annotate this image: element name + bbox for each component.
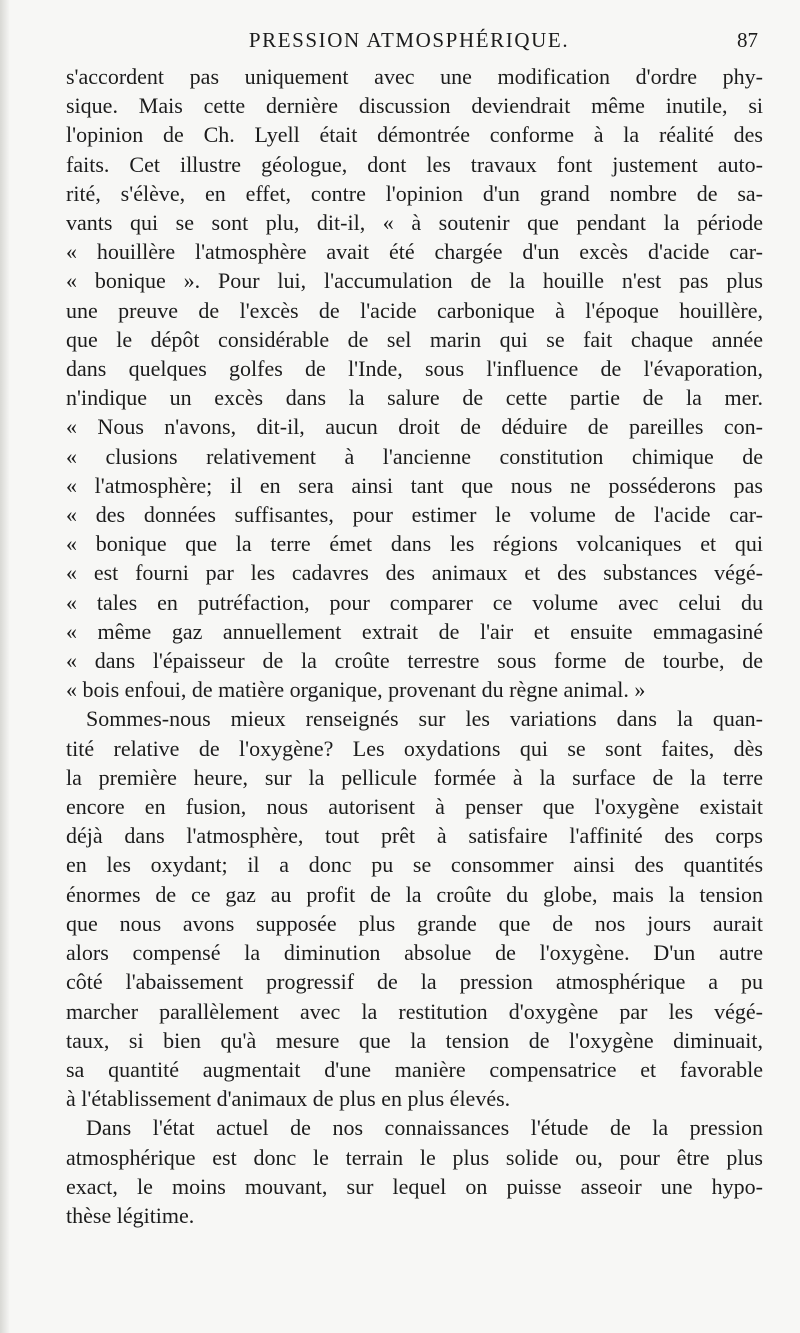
text-line: atmosphérique est donc le terrain le plus solide ou, pour être plus xyxy=(66,1144,763,1170)
text-line: rité, s'élève, en effet, contre l'opinion d'un grand nombre de sa- xyxy=(66,180,763,206)
text-line: vants qui se sont plu, dit-il, « à soutenir que pendant la période xyxy=(66,210,763,236)
text-line: « des données suffisantes, pour estimer le volume de l'acide car- xyxy=(66,502,763,528)
text-line: alors compensé la diminution absolue de l'oxygène. D'un autre xyxy=(66,940,763,966)
text-line: une preuve de l'excès de l'acide carbonique à l'époque houillère, xyxy=(66,297,763,323)
text-line: s'accordent pas uniquement avec une modification d'ordre phy- xyxy=(66,64,763,89)
text-line: que nous avons supposée plus grande que de nos jours aurait xyxy=(66,910,763,936)
text-line: marcher parallèlement avec la restitution d'oxygène par les végé- xyxy=(66,998,763,1024)
text-line: énormes de ce gaz au profit de la croûte du globe, mais la tension xyxy=(66,881,763,907)
text-line: sa quantité augmentait d'une manière compensatrice et favorable xyxy=(66,1056,763,1082)
text-line: « même gaz annuellement extrait de l'air et ensuite emmagasiné xyxy=(66,618,763,644)
text-line: « dans l'épaisseur de la croûte terrestre sous forme de tourbe, de xyxy=(66,648,763,674)
text-line: dans quelques golfes de l'Inde, sous l'influence de l'évaporation, xyxy=(66,356,763,382)
text-line: « tales en putréfaction, pour comparer ce volume avec celui du xyxy=(66,589,763,615)
paragraph xyxy=(66,1113,763,1230)
text-line: Sommes-nous mieux renseignés sur les variations dans la quan- xyxy=(86,706,763,732)
text-line: que le dépôt considérable de sel marin qui se fait chaque année xyxy=(66,326,763,352)
text-line: à l'établissement d'animaux de plus en plus élevés. xyxy=(66,1086,511,1112)
text-line: côté l'abaissement progressif de la pression atmosphérique a pu xyxy=(66,969,763,995)
paragraph xyxy=(66,62,763,704)
text-line: « bonique ». Pour lui, l'accumulation de la houille n'est pas plus xyxy=(66,268,763,294)
text-line: en les oxydant; il a donc pu se consommer ainsi des quantités xyxy=(66,852,763,878)
text-line: « Nous n'avons, dit-il, aucun droit de déduire de pareilles con- xyxy=(66,414,763,440)
text-line: « est fourni par les cadavres des animaux et des substances végé- xyxy=(66,560,763,586)
text-line: « houillère l'atmosphère avait été chargée d'un excès d'acide car- xyxy=(66,239,763,265)
text-line: sique. Mais cette dernière discussion deviendrait même inutile, si xyxy=(66,93,763,119)
text-line: tité relative de l'oxygène? Les oxydations qui se sont faites, dès xyxy=(66,735,763,761)
text-line: encore en fusion, nous autorisent à penser que l'oxygène existait xyxy=(66,794,763,820)
text-line: taux, si bien qu'à mesure que la tension de l'oxygène diminuait, xyxy=(66,1027,763,1053)
text-line: Dans l'état actuel de nos connaissances l'étude de la pression xyxy=(86,1115,763,1141)
text-line: déjà dans l'atmosphère, tout prêt à satisfaire l'affinité des corps xyxy=(66,823,763,849)
running-header xyxy=(60,22,758,56)
text-line: n'indique un excès dans la salure de cette partie de la mer. xyxy=(66,385,763,411)
running-title: PRESSION ATMOSPHÉRIQUE. xyxy=(248,28,570,52)
text-line: thèse légitime. xyxy=(66,1202,195,1228)
text-line: exact, le moins mouvant, sur lequel on puisse asseoir une hypo- xyxy=(66,1173,763,1199)
text-line: faits. Cet illustre géologue, dont les travaux font justement auto- xyxy=(66,151,763,177)
page-number: 87 xyxy=(737,28,758,52)
paragraph xyxy=(66,704,763,1113)
text-line: « l'atmosphère; il en sera ainsi tant que nous ne posséderons pas xyxy=(66,472,763,498)
page-edge-shadow xyxy=(0,0,10,1333)
text-line: « clusions relativement à l'ancienne constitution chimique de xyxy=(66,443,763,469)
text-line: « bois enfoui, de matière organique, provenant du règne animal. » xyxy=(66,677,646,703)
body-text xyxy=(66,62,763,1230)
text-line: l'opinion de Ch. Lyell était démontrée conforme à la réalité des xyxy=(66,122,763,148)
text-line: « bonique que la terre émet dans les régions volcaniques et qui xyxy=(66,531,763,557)
text-line: la première heure, sur la pellicule formée à la surface de la terre xyxy=(66,764,763,790)
